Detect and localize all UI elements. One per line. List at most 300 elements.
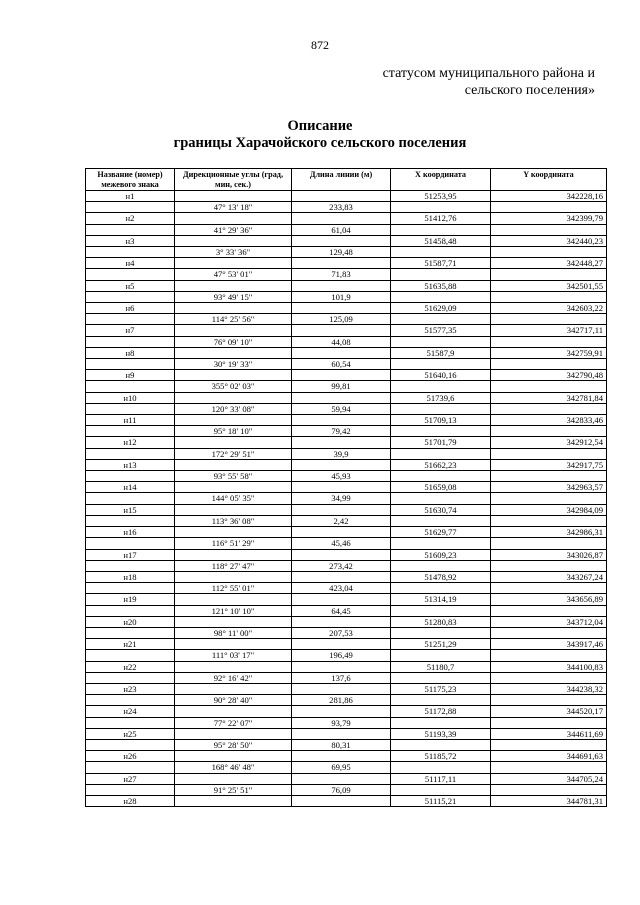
direction-angle-cell: 47° 13' 18" xyxy=(175,202,292,213)
empty-cell xyxy=(391,515,491,526)
empty-cell xyxy=(491,336,607,347)
table-row-segment xyxy=(86,672,607,683)
table-row-point xyxy=(86,594,607,605)
header-y-coordinate: Y координата xyxy=(491,169,607,191)
direction-angle-cell: 90° 28' 40" xyxy=(175,695,292,706)
table-row-point xyxy=(86,459,607,470)
empty-cell xyxy=(86,314,175,325)
direction-angle-cell: 144° 05' 35" xyxy=(175,493,292,504)
empty-cell xyxy=(391,672,491,683)
table-row-point xyxy=(86,661,607,672)
empty-cell xyxy=(175,728,292,739)
point-name-cell: н24 xyxy=(86,706,175,717)
y-coordinate-cell: 344611,69 xyxy=(491,728,607,739)
empty-cell xyxy=(292,392,391,403)
empty-cell xyxy=(86,762,175,773)
direction-angle-cell: 95° 18' 10" xyxy=(175,426,292,437)
empty-cell xyxy=(86,672,175,683)
empty-cell xyxy=(175,280,292,291)
line-length-cell: 207,53 xyxy=(292,627,391,638)
line-length-cell: 34,99 xyxy=(292,493,391,504)
table-row-segment xyxy=(86,739,607,750)
line-length-cell: 64,45 xyxy=(292,605,391,616)
empty-cell xyxy=(391,247,491,258)
point-name-cell: н16 xyxy=(86,527,175,538)
empty-cell xyxy=(86,784,175,795)
empty-cell xyxy=(86,493,175,504)
table-row-segment xyxy=(86,381,607,392)
x-coordinate-cell: 51253,95 xyxy=(391,191,491,202)
table-row-point xyxy=(86,728,607,739)
x-coordinate-cell: 51587,9 xyxy=(391,347,491,358)
empty-cell xyxy=(292,773,391,784)
table-row-segment xyxy=(86,291,607,302)
empty-cell xyxy=(491,381,607,392)
y-coordinate-cell: 344705,24 xyxy=(491,773,607,784)
line-length-cell: 2,42 xyxy=(292,515,391,526)
point-name-cell: н7 xyxy=(86,325,175,336)
x-coordinate-cell: 51117,11 xyxy=(391,773,491,784)
empty-cell xyxy=(292,258,391,269)
empty-cell xyxy=(86,515,175,526)
table-row-segment xyxy=(86,493,607,504)
direction-angle-cell: 76° 09' 10" xyxy=(175,336,292,347)
line-length-cell: 129,48 xyxy=(292,247,391,258)
x-coordinate-cell: 51609,23 xyxy=(391,549,491,560)
empty-cell xyxy=(391,650,491,661)
x-coordinate-cell: 51662,23 xyxy=(391,459,491,470)
empty-cell xyxy=(175,459,292,470)
empty-cell xyxy=(175,661,292,672)
line-length-cell: 196,49 xyxy=(292,650,391,661)
empty-cell xyxy=(175,594,292,605)
title-line-2: границы Харачойского сельского поселения xyxy=(173,135,467,151)
table-row-segment xyxy=(86,583,607,594)
empty-cell xyxy=(292,415,391,426)
empty-cell xyxy=(391,359,491,370)
empty-cell xyxy=(292,594,391,605)
table-row-segment xyxy=(86,784,607,795)
empty-cell xyxy=(292,347,391,358)
table-row-point xyxy=(86,571,607,582)
empty-cell xyxy=(491,739,607,750)
direction-angle-cell: 47° 53' 01" xyxy=(175,269,292,280)
document-title xyxy=(0,118,640,152)
y-coordinate-cell: 342781,84 xyxy=(491,392,607,403)
empty-cell xyxy=(86,583,175,594)
table-row-point xyxy=(86,549,607,560)
empty-cell xyxy=(292,504,391,515)
empty-cell xyxy=(491,583,607,594)
table-row-point xyxy=(86,616,607,627)
empty-cell xyxy=(391,426,491,437)
x-coordinate-cell: 51478,92 xyxy=(391,571,491,582)
y-coordinate-cell: 342984,09 xyxy=(491,504,607,515)
y-coordinate-cell: 343656,89 xyxy=(491,594,607,605)
direction-angle-cell: 120° 33' 08" xyxy=(175,403,292,414)
point-name-cell: н26 xyxy=(86,751,175,762)
header-point-name: Название (номер) межевого знака xyxy=(86,169,175,191)
empty-cell xyxy=(292,303,391,314)
direction-angle-cell: 172° 29' 51" xyxy=(175,448,292,459)
empty-cell xyxy=(175,258,292,269)
table-row-segment xyxy=(86,269,607,280)
empty-cell xyxy=(175,437,292,448)
x-coordinate-cell: 51314,19 xyxy=(391,594,491,605)
table-row-segment xyxy=(86,650,607,661)
y-coordinate-cell: 342833,46 xyxy=(491,415,607,426)
y-coordinate-cell: 344691,63 xyxy=(491,751,607,762)
direction-angle-cell: 93° 49' 15" xyxy=(175,291,292,302)
x-coordinate-cell: 51193,39 xyxy=(391,728,491,739)
empty-cell xyxy=(391,695,491,706)
empty-cell xyxy=(292,616,391,627)
y-coordinate-cell: 342912,54 xyxy=(491,437,607,448)
line-length-cell: 69,95 xyxy=(292,762,391,773)
y-coordinate-cell: 342228,16 xyxy=(491,191,607,202)
empty-cell xyxy=(391,224,491,235)
empty-cell xyxy=(292,728,391,739)
direction-angle-cell: 112° 55' 01" xyxy=(175,583,292,594)
y-coordinate-cell: 343917,46 xyxy=(491,639,607,650)
table-row-point xyxy=(86,258,607,269)
empty-cell xyxy=(175,191,292,202)
table-row-segment xyxy=(86,627,607,638)
x-coordinate-cell: 51640,16 xyxy=(391,370,491,381)
empty-cell xyxy=(491,471,607,482)
table-row-point xyxy=(86,370,607,381)
empty-cell xyxy=(391,269,491,280)
empty-cell xyxy=(292,437,391,448)
table-header-row xyxy=(86,169,607,191)
table-row-segment xyxy=(86,403,607,414)
table-row-point xyxy=(86,392,607,403)
y-coordinate-cell: 344100,83 xyxy=(491,661,607,672)
table-row-point xyxy=(86,280,607,291)
empty-cell xyxy=(292,683,391,694)
table-row-point xyxy=(86,213,607,224)
point-name-cell: н20 xyxy=(86,616,175,627)
header-note-line-2: сельского поселения» xyxy=(464,83,595,98)
empty-cell xyxy=(292,325,391,336)
x-coordinate-cell: 51458,48 xyxy=(391,235,491,246)
empty-cell xyxy=(391,627,491,638)
x-coordinate-cell: 51635,88 xyxy=(391,280,491,291)
table-row-point xyxy=(86,482,607,493)
table-row-point xyxy=(86,639,607,650)
line-length-cell: 137,6 xyxy=(292,672,391,683)
empty-cell xyxy=(391,314,491,325)
direction-angle-cell: 91° 25' 51" xyxy=(175,784,292,795)
header-note-line-1: статусом муниципального района и xyxy=(382,66,595,81)
empty-cell xyxy=(86,291,175,302)
x-coordinate-cell: 51577,35 xyxy=(391,325,491,336)
empty-cell xyxy=(175,392,292,403)
table-row-segment xyxy=(86,605,607,616)
table-row-segment xyxy=(86,359,607,370)
line-length-cell: 423,04 xyxy=(292,583,391,594)
direction-angle-cell: 111° 03' 17" xyxy=(175,650,292,661)
empty-cell xyxy=(86,448,175,459)
point-name-cell: н17 xyxy=(86,549,175,560)
empty-cell xyxy=(175,415,292,426)
direction-angle-cell: 77° 22' 07" xyxy=(175,717,292,728)
point-name-cell: н28 xyxy=(86,795,175,806)
empty-cell xyxy=(175,795,292,806)
empty-cell xyxy=(391,403,491,414)
y-coordinate-cell: 342790,48 xyxy=(491,370,607,381)
line-length-cell: 39,9 xyxy=(292,448,391,459)
empty-cell xyxy=(175,347,292,358)
empty-cell xyxy=(86,336,175,347)
empty-cell xyxy=(491,291,607,302)
empty-cell xyxy=(491,650,607,661)
empty-cell xyxy=(391,538,491,549)
empty-cell xyxy=(292,191,391,202)
empty-cell xyxy=(491,493,607,504)
empty-cell xyxy=(86,359,175,370)
empty-cell xyxy=(175,706,292,717)
line-length-cell: 79,42 xyxy=(292,426,391,437)
point-name-cell: н1 xyxy=(86,191,175,202)
direction-angle-cell: 114° 25' 56" xyxy=(175,314,292,325)
line-length-cell: 44,08 xyxy=(292,336,391,347)
empty-cell xyxy=(86,403,175,414)
point-name-cell: н13 xyxy=(86,459,175,470)
point-name-cell: н14 xyxy=(86,482,175,493)
y-coordinate-cell: 342399,79 xyxy=(491,213,607,224)
empty-cell xyxy=(175,370,292,381)
empty-cell xyxy=(175,303,292,314)
empty-cell xyxy=(86,650,175,661)
empty-cell xyxy=(86,224,175,235)
table-row-point xyxy=(86,706,607,717)
table-row-segment xyxy=(86,695,607,706)
table-row-point xyxy=(86,235,607,246)
empty-cell xyxy=(292,459,391,470)
header-direction-angle: Дирекционные углы (град, мин, сек.) xyxy=(175,169,292,191)
y-coordinate-cell: 343712,04 xyxy=(491,616,607,627)
empty-cell xyxy=(175,751,292,762)
table-row-point xyxy=(86,415,607,426)
empty-cell xyxy=(292,280,391,291)
table-body xyxy=(86,191,607,807)
empty-cell xyxy=(86,695,175,706)
x-coordinate-cell: 51659,08 xyxy=(391,482,491,493)
header-x-coordinate: X координата xyxy=(391,169,491,191)
empty-cell xyxy=(175,482,292,493)
empty-cell xyxy=(175,504,292,515)
table-row-point xyxy=(86,347,607,358)
table-row-segment xyxy=(86,202,607,213)
x-coordinate-cell: 51185,72 xyxy=(391,751,491,762)
empty-cell xyxy=(391,336,491,347)
y-coordinate-cell: 342963,57 xyxy=(491,482,607,493)
empty-cell xyxy=(175,683,292,694)
x-coordinate-cell: 51739,6 xyxy=(391,392,491,403)
table-row-point xyxy=(86,437,607,448)
empty-cell xyxy=(175,549,292,560)
point-name-cell: н23 xyxy=(86,683,175,694)
x-coordinate-cell: 51709,13 xyxy=(391,415,491,426)
empty-cell xyxy=(86,269,175,280)
empty-cell xyxy=(175,773,292,784)
empty-cell xyxy=(391,291,491,302)
empty-cell xyxy=(391,493,491,504)
line-length-cell: 233,83 xyxy=(292,202,391,213)
line-length-cell: 99,81 xyxy=(292,381,391,392)
line-length-cell: 80,31 xyxy=(292,739,391,750)
point-name-cell: н4 xyxy=(86,258,175,269)
x-coordinate-cell: 51180,7 xyxy=(391,661,491,672)
empty-cell xyxy=(86,538,175,549)
empty-cell xyxy=(86,605,175,616)
empty-cell xyxy=(491,627,607,638)
empty-cell xyxy=(391,471,491,482)
empty-cell xyxy=(491,426,607,437)
empty-cell xyxy=(491,717,607,728)
table-row-segment xyxy=(86,560,607,571)
x-coordinate-cell: 51587,71 xyxy=(391,258,491,269)
x-coordinate-cell: 51629,77 xyxy=(391,527,491,538)
point-name-cell: н12 xyxy=(86,437,175,448)
empty-cell xyxy=(175,639,292,650)
empty-cell xyxy=(86,247,175,258)
empty-cell xyxy=(491,515,607,526)
table-row-segment xyxy=(86,426,607,437)
direction-angle-cell: 355° 02' 03" xyxy=(175,381,292,392)
empty-cell xyxy=(391,202,491,213)
empty-cell xyxy=(292,661,391,672)
y-coordinate-cell: 344520,17 xyxy=(491,706,607,717)
empty-cell xyxy=(491,695,607,706)
table-row-segment xyxy=(86,538,607,549)
empty-cell xyxy=(292,370,391,381)
empty-cell xyxy=(292,482,391,493)
empty-cell xyxy=(292,795,391,806)
x-coordinate-cell: 51115,21 xyxy=(391,795,491,806)
direction-angle-cell: 113° 36' 08" xyxy=(175,515,292,526)
empty-cell xyxy=(86,739,175,750)
empty-cell xyxy=(175,616,292,627)
empty-cell xyxy=(491,247,607,258)
direction-angle-cell: 118° 27' 47" xyxy=(175,560,292,571)
table-row-segment xyxy=(86,471,607,482)
point-name-cell: н6 xyxy=(86,303,175,314)
line-length-cell: 45,46 xyxy=(292,538,391,549)
point-name-cell: н21 xyxy=(86,639,175,650)
y-coordinate-cell: 342448,27 xyxy=(491,258,607,269)
y-coordinate-cell: 344781,31 xyxy=(491,795,607,806)
empty-cell xyxy=(491,269,607,280)
point-name-cell: н15 xyxy=(86,504,175,515)
line-length-cell: 93,79 xyxy=(292,717,391,728)
empty-cell xyxy=(175,213,292,224)
empty-cell xyxy=(491,314,607,325)
point-name-cell: н22 xyxy=(86,661,175,672)
y-coordinate-cell: 343026,87 xyxy=(491,549,607,560)
empty-cell xyxy=(292,213,391,224)
empty-cell xyxy=(391,784,491,795)
empty-cell xyxy=(292,235,391,246)
line-length-cell: 71,83 xyxy=(292,269,391,280)
direction-angle-cell: 30° 19' 33" xyxy=(175,359,292,370)
empty-cell xyxy=(391,560,491,571)
page-number: 872 xyxy=(311,38,329,52)
empty-cell xyxy=(491,224,607,235)
table-row-point xyxy=(86,191,607,202)
direction-angle-cell: 95° 28' 50" xyxy=(175,739,292,750)
empty-cell xyxy=(491,762,607,773)
y-coordinate-cell: 342603,22 xyxy=(491,303,607,314)
header-line-length: Длина линии (м) xyxy=(292,169,391,191)
line-length-cell: 281,86 xyxy=(292,695,391,706)
boundary-table xyxy=(85,168,607,807)
direction-angle-cell: 3° 33' 36" xyxy=(175,247,292,258)
table-row-segment xyxy=(86,224,607,235)
direction-angle-cell: 93° 55' 58" xyxy=(175,471,292,482)
point-name-cell: н27 xyxy=(86,773,175,784)
point-name-cell: н8 xyxy=(86,347,175,358)
empty-cell xyxy=(292,527,391,538)
empty-cell xyxy=(292,706,391,717)
empty-cell xyxy=(292,571,391,582)
x-coordinate-cell: 51172,88 xyxy=(391,706,491,717)
empty-cell xyxy=(292,639,391,650)
table-row-point xyxy=(86,325,607,336)
empty-cell xyxy=(292,549,391,560)
x-coordinate-cell: 51412,76 xyxy=(391,213,491,224)
point-name-cell: н2 xyxy=(86,213,175,224)
point-name-cell: н18 xyxy=(86,571,175,582)
table-row-segment xyxy=(86,515,607,526)
point-name-cell: н9 xyxy=(86,370,175,381)
table-row-point xyxy=(86,751,607,762)
table-row-point xyxy=(86,504,607,515)
empty-cell xyxy=(491,672,607,683)
y-coordinate-cell: 342917,75 xyxy=(491,459,607,470)
table-row-point xyxy=(86,683,607,694)
line-length-cell: 273,42 xyxy=(292,560,391,571)
title-line-1: Описание xyxy=(287,118,353,134)
empty-cell xyxy=(491,202,607,213)
direction-angle-cell: 98° 11' 00" xyxy=(175,627,292,638)
line-length-cell: 61,04 xyxy=(292,224,391,235)
y-coordinate-cell: 344238,32 xyxy=(491,683,607,694)
line-length-cell: 59,94 xyxy=(292,403,391,414)
x-coordinate-cell: 51251,29 xyxy=(391,639,491,650)
x-coordinate-cell: 51175,23 xyxy=(391,683,491,694)
direction-angle-cell: 121° 10' 10" xyxy=(175,605,292,616)
header-note xyxy=(295,65,595,99)
direction-angle-cell: 92° 16' 42" xyxy=(175,672,292,683)
empty-cell xyxy=(491,560,607,571)
empty-cell xyxy=(86,627,175,638)
line-length-cell: 101,9 xyxy=(292,291,391,302)
empty-cell xyxy=(86,717,175,728)
empty-cell xyxy=(292,751,391,762)
direction-angle-cell: 168° 46' 48" xyxy=(175,762,292,773)
empty-cell xyxy=(86,560,175,571)
empty-cell xyxy=(391,448,491,459)
direction-angle-cell: 116° 51' 29" xyxy=(175,538,292,549)
table-row-point xyxy=(86,795,607,806)
x-coordinate-cell: 51629,09 xyxy=(391,303,491,314)
y-coordinate-cell: 342440,23 xyxy=(491,235,607,246)
direction-angle-cell: 41° 29' 36" xyxy=(175,224,292,235)
table-row-point xyxy=(86,527,607,538)
empty-cell xyxy=(86,471,175,482)
